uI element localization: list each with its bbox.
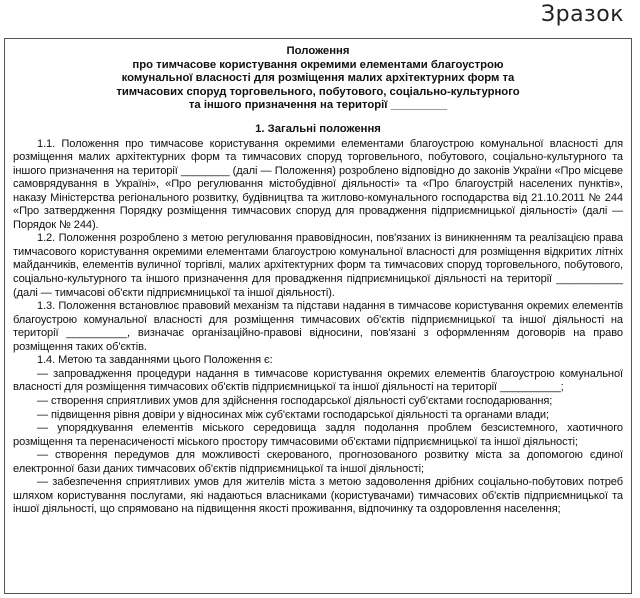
paragraph-1-1: 1.1. Положення про тимчасове користування окремими елементами благоустрою комунальної власності для розміщення малих архітектурних форм та тимчасових споруд торговельного, побутового, соціально-культурного та іншого призначення на території ________ (далі — Положення) розроблено відповідно до законів України «Про місцеве самоврядування в Україні», «Про регулювання містобудівної діяльності» та «Про благоустрій населених пунктів», наказу Міністерства регіонального розвитку, будівництва та житлово-комунального господарства від 21.10.2011 № 244 «Про затвердження Порядку розміщення тимчасових споруд для провадження підприємницької діяльності» (далі — Порядок № 244).: [13, 137, 623, 231]
list-item: — створення передумов для можливості скерованого, прогнозованого розвитку міста за допомогою єдиної електронної бази даних тимчасових об'єктів підприємницької та іншої діяльності;: [13, 449, 623, 475]
title-line: Положення: [286, 45, 350, 57]
document-frame: [4, 38, 632, 594]
list-item: — забезпечення сприятливих умов для жителів міста з метою задоволення дрібних соціально-побутових потреб шляхом користування послугами, які надаються власниками (користувачами) тимчасових об'єктів підприємницької та іншої діяльності, що спрямовано на підвищення якості проживання, відпочинку та оздоровлення населення;: [13, 476, 623, 516]
paragraph-1-3: 1.3. Положення встановлює правовий механізм та підстави надання в тимчасове користування окремих елементів благоустрою комунальної власності для розміщення тимчасових об'єктів підприємницької та іншої діяльності на території __________, визначає організаційно-правові відносини, пов'язані з оформленням договорів на право розміщення таких об'єктів.: [13, 300, 623, 353]
list-item: — запровадження процедури надання в тимчасове користування окремих елементів благоустрою комунальної власності для розміщення тимчасових об'єктів підприємницької та іншої діяльності на території __________;: [13, 367, 623, 394]
paragraph-1-4: 1.4. Метою та завданнями цього Положення є:: [37, 354, 273, 367]
title-line: про тимчасове користування окремими елементами благоустрою: [132, 58, 504, 71]
sample-label: Зразок: [541, 2, 624, 27]
title-line: та іншого призначення на території _________: [188, 99, 448, 112]
list-item: — підвищення рівня довіри у відносинах між суб'єктами господарської діяльності та органами влади;: [37, 408, 549, 421]
document-title: [13, 45, 623, 113]
list-item: — створення сприятливих умов для здійснення господарської діяльності суб'єктами господарювання;: [37, 394, 553, 407]
title-line: тимчасових споруд торговельного, побутового, соціально-культурного: [116, 85, 520, 98]
section-title: 1. Загальні положення: [255, 122, 381, 135]
document-body: [13, 138, 623, 517]
list-item: — упорядкування елементів міського середовища задля подолання проблем безсистемного, хаотичного розміщення та перенасиченості міського простору тимчасовими об'єктами підприємницької та іншої діяльності;: [13, 422, 623, 448]
title-line: комунальної власності для розміщення малих архітектурних форм та: [121, 72, 515, 85]
paragraph-1-2: 1.2. Положення розроблено з метою регулювання правовідносин, пов'язаних із виникненням та реалізацією права тимчасового користування окремими елементами благоустрою комунальної власності для розміщення відкритих літніх майданчиків, елементів вуличної торгівлі, малих архітектурних форм та тимчасових споруд торговельного, побутового, соціально-культурного та іншого призначення для провадження підприємницької діяльності на території ___________ (далі — тимчасові об'єкти підприємницької та іншої діяльності).: [13, 232, 623, 299]
